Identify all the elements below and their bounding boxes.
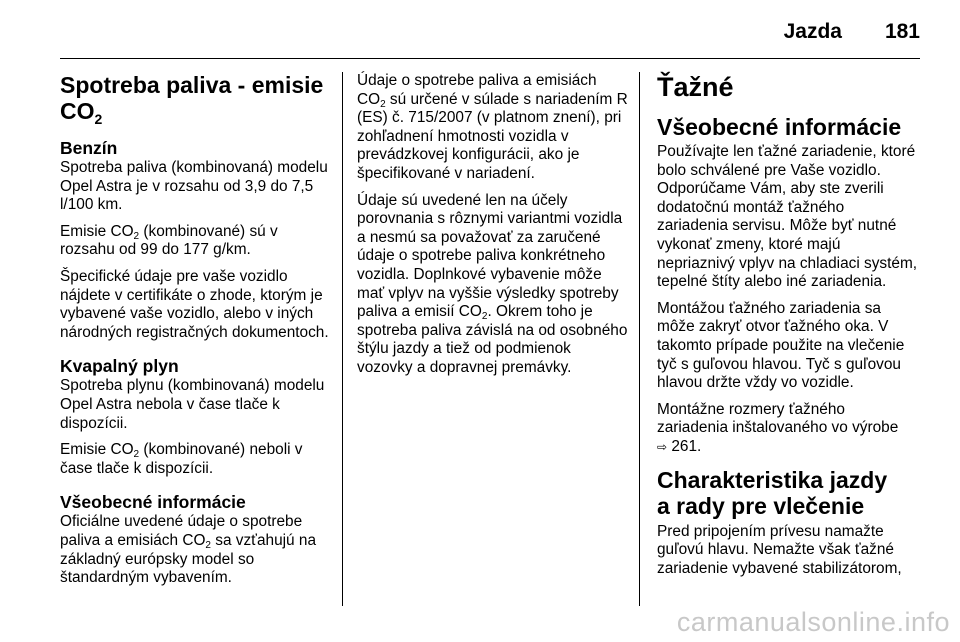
column-2 [357, 72, 629, 386]
watermark: carmanualsonline.info [676, 607, 950, 637]
paragraph: Spotreba plynu (kombinovaná) modelu Opel Astra nebola v čase tlače k dispozícii. [60, 377, 325, 432]
page-header [60, 0, 920, 60]
paragraph: Údaje sú uvedené len na účely porovnania s rôznymi variantmi vozidla a nesmú sa považovať za zaručené údaje o spotrebe paliva konkrétneho vozidla. Doplnkové vybavenie môže mať vplyv na vyššie výsledky spotreby paliva a emisií $CO_2$. Okrem toho je spotreba paliva závislá na od osobného štýlu jazdy a tiež od podmienok vozovky a dopravnej premávky. [357, 191, 628, 376]
paragraph: Pred pripojením prívesu namažte guľovú hlavu. Nemažte však ťažné zariadenie vybavené stabilizátorom, [657, 522, 902, 577]
heading-general-info: Všeobecné informácie [657, 114, 902, 140]
paragraph: Špecifické údaje pre vaše vozidlo nájdete v certifikáte o zhode, ktorým je vybavené vaše vozidlo, alebo v iných národných registračných dokumentoch. [60, 267, 329, 341]
paragraph: Používajte len ťažné zariadenie, ktoré bolo schválené pre Vaše vozidlo. Odporúčame Vám, aby ste zverili dodatočnú montáž ťažného zariadenia servisu. Môže byť nutné vykonať zmeny, ktoré majú nepriaznivý vplyv na chladiaci systém, tepelné štíty alebo iné zariadenia. [657, 143, 918, 291]
column-divider-2 [639, 72, 640, 606]
paragraph: Emisie $CO_2$ (kombinované) sú v rozsahu od 99 do 177 g/km. [60, 222, 278, 259]
paragraph: Montážou ťažného zariadenia sa môže zakryť otvor ťažného oka. V takomto prípade použite na vlečenie tyč s guľovou hlavou. Tyč s guľovou hlavou držte vždy vo vozidle. [657, 299, 905, 392]
paragraph: Montážne rozmery ťažného zariadenia inštalovaného vo výrobe ⇨ 261. [657, 400, 899, 455]
heading-lpg: Kvapalný plyn [60, 356, 179, 377]
paragraph: Údaje o spotrebe paliva a emisiách $CO_2$ sú určené v súlade s nariadením R (ES) č. 715/2007 (v platnom znení), pri zohľadnení hmotnosti vozidla v prevádzkovej konfigurácii, ako je špecifikované v nariadení. [357, 72, 628, 182]
column-3 [657, 72, 919, 586]
header-rule [60, 58, 920, 59]
heading-benzin: Benzín [60, 138, 118, 158]
paragraph: Emisie $CO_2$ (kombinované) neboli v čase tlače k dispozícii. [60, 441, 303, 477]
column-1 [60, 72, 332, 596]
paragraph: Spotreba paliva (kombinovaná) modelu Opel Astra je v rozsahu od 3,9 do 7,5 l/100 km. [60, 159, 328, 214]
section-title-driving-characteristics: Charakteristika jazdy a rady pre vlečenie [657, 466, 888, 519]
section-title-towing: Ťažné [657, 72, 734, 102]
page-number: 181 [884, 20, 920, 43]
column-divider-1 [342, 72, 343, 606]
page-reference-link[interactable]: 261. [671, 437, 702, 455]
paragraph: Oficiálne uvedené údaje o spotrebe paliva a emisiách $CO_2$ sa vzťahujú na základný európsky model so štandardným vybavením. [60, 513, 317, 587]
chapter-title: Jazda [783, 20, 842, 43]
page-reference-arrow-icon: ⇨ [657, 439, 668, 454]
heading-general-info: Všeobecné informácie [60, 492, 246, 513]
section-title-fuel-emissions: Spotreba paliva - emisie $CO_2$ [60, 72, 324, 127]
